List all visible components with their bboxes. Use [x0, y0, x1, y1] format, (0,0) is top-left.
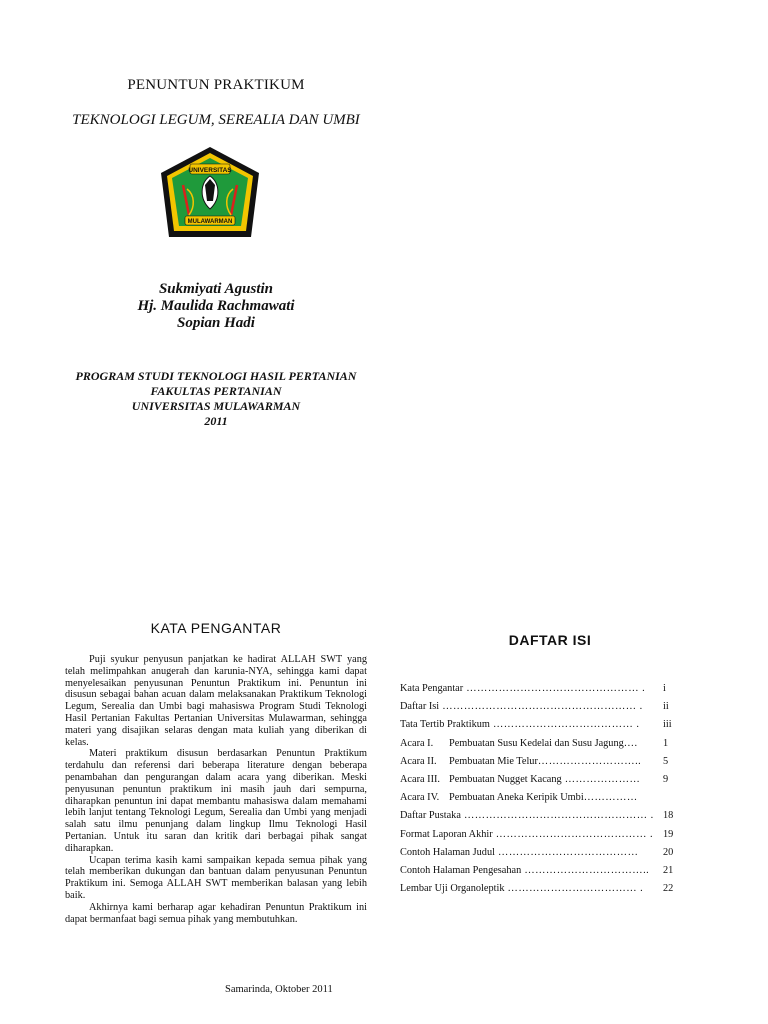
toc-label: Pembuatan Aneka Keripik Umbi: [449, 792, 584, 804]
university-emblem-icon: [155, 145, 265, 250]
toc-leader-dots: …………………………………………… .: [460, 810, 654, 822]
institution-year: 2011: [204, 414, 228, 428]
toc-entry[interactable]: [400, 701, 690, 719]
paragraph: Puji syukur penyusun panjatkan ke hadirat ALLAH SWT yang telah melimpahkan anugerah dan karunia-NYA, sehingga kami dapat menyelesaikan penyusunan Penuntun Praktikum ini. Penuntun ini disusun sebagai bahan acuan dalam melaksanakan Praktikum Teknologi Legum, Serealia dan Umbi bagi mahasiswa Program Studi Teknologi Hasil Pertanian Fakultas Pertanian Universitas Mulawarman, sehingga materi yang disajikan selaras dengan mata kuliah yang diberikan di kelas.: [65, 654, 367, 748]
toc-leader-dots: ……………: [583, 792, 638, 804]
cover-subtitle: TEKNOLOGI LEGUM, SEREALIA DAN UMBI: [72, 112, 360, 128]
toc-leader-dots: ………………………..: [537, 755, 642, 767]
cover-title: PENUNTUN PRAKTIKUM: [127, 77, 305, 93]
toc-entry[interactable]: [400, 847, 690, 865]
toc-page-number: 9: [663, 773, 669, 785]
kata-pengantar-body: [65, 654, 367, 925]
author-name: Sopian Hadi: [177, 315, 255, 331]
emblem-bottom-text: MULAWARMAN: [187, 219, 233, 225]
toc-leader-dots: …………………………………… .: [492, 828, 654, 840]
toc-page-number: 5: [663, 755, 669, 767]
institution-line: UNIVERSITAS MULAWARMAN: [131, 399, 301, 413]
toc-label: Daftar Isi: [400, 701, 440, 713]
toc-page-number: 20: [663, 846, 674, 858]
toc-leader-dots: ……………………………………………… .: [439, 701, 643, 713]
institution-line: PROGRAM STUDI TEKNOLOGI HASIL PERTANIAN: [75, 369, 357, 383]
author-list: [0, 281, 432, 332]
institution-block: [0, 369, 432, 429]
toc-label: Contoh Halaman Pengesahan: [400, 864, 522, 876]
toc-entry[interactable]: [400, 810, 690, 828]
toc-page-number: 19: [663, 828, 674, 840]
author-name: Sukmiyati Agustin: [158, 281, 274, 297]
kata-pengantar-title: KATA PENGANTAR: [150, 620, 282, 636]
paragraph: Materi praktikum disusun berdasarkan Penuntun Praktikum terdahulu dan referensi dari beberapa literature dengan beberapa penambahan dan pengurangan dalam acara yang diberikan. Meski penyusunan penuntun praktikum ini masih jauh dari sempurna, diharapkan penuntun ini dapat membantu mahasiswa dalam memahami lebih lanjut tentang Teknologi Legum, Serealia dan Umbi yang menjadi salah satu ilmu penunjang dalam lingkup Ilmu Teknologi Hasil Pertanian. Untuk itu saran dan kritik dari berbagai pihak sangat diharapkan.: [65, 748, 367, 854]
toc-leader-dots: ………………………………… .: [489, 719, 640, 731]
toc-leader-dots: ……………………………… .: [504, 883, 644, 895]
toc-label: Tata Tertib Praktikum: [400, 719, 490, 731]
toc-leader-dots: …………………: [561, 773, 641, 785]
toc-page-number: 21: [663, 864, 674, 876]
toc-page-number: iii: [663, 719, 672, 731]
toc-leader-dots: ………………………………………… .: [463, 683, 646, 694]
table-of-contents: [400, 683, 690, 901]
toc-label: Lembar Uji Organoleptik: [400, 883, 505, 895]
toc-leader-dots: …………………………………: [494, 846, 639, 858]
author-name: Hj. Maulida Rachmawati: [137, 298, 295, 314]
toc-entry[interactable]: [400, 774, 690, 792]
toc-label: Kata Pengantar: [400, 683, 464, 694]
toc-page-number: i: [663, 683, 666, 694]
toc-page-number: ii: [663, 701, 669, 713]
toc-label: Contoh Halaman Judul: [400, 846, 495, 858]
toc-leader-dots: ……………………………..: [521, 864, 650, 876]
toc-entry[interactable]: [400, 883, 690, 901]
toc-prefix: Acara I.: [400, 737, 434, 749]
toc-entry[interactable]: [400, 829, 690, 847]
toc-entry[interactable]: [400, 683, 690, 701]
toc-page-number: 22: [663, 883, 674, 895]
emblem-top-text: UNIVERSITAS: [188, 167, 232, 174]
paragraph: Akhirnya kami berharap agar kehadiran Penuntun Praktikum ini dapat bermanfaat bagi semua pihak yang membutuhkan.: [65, 901, 367, 925]
toc-label: Pembuatan Susu Kedelai dan Susu Jagung: [449, 737, 624, 749]
paragraph: Ucapan terima kasih kami sampaikan kepada semua pihak yang telah memberikan dukungan dan bantuan dalam penyusunan Penuntun Praktikum ini. Semoga ALLAH SWT memberikan balasan yang lebih baik.: [65, 854, 367, 901]
toc-entry[interactable]: [400, 865, 690, 883]
institution-line: FAKULTAS PERTANIAN: [150, 384, 282, 398]
signoff-place-date: Samarinda, Oktober 2011: [225, 984, 333, 995]
toc-label: Pembuatan Nugget Kacang: [449, 773, 562, 785]
toc-leader-dots: ….: [623, 737, 638, 749]
toc-prefix: Acara IV.: [400, 792, 440, 804]
toc-entry[interactable]: [400, 738, 690, 756]
toc-page-number: 18: [663, 810, 674, 822]
toc-label: Daftar Pustaka: [400, 810, 461, 822]
toc-label: Format Laporan Akhir: [400, 828, 493, 840]
toc-entry[interactable]: [400, 719, 690, 737]
toc-entry[interactable]: [400, 792, 690, 810]
toc-prefix: Acara II.: [400, 755, 437, 767]
university-logo: [155, 145, 265, 250]
toc-page-number: 1: [663, 737, 669, 749]
toc-label: Pembuatan Mie Telur: [449, 755, 538, 767]
toc-entry[interactable]: [400, 756, 690, 774]
toc-prefix: Acara III.: [400, 773, 441, 785]
daftar-isi-title: DAFTAR ISI: [508, 632, 592, 648]
